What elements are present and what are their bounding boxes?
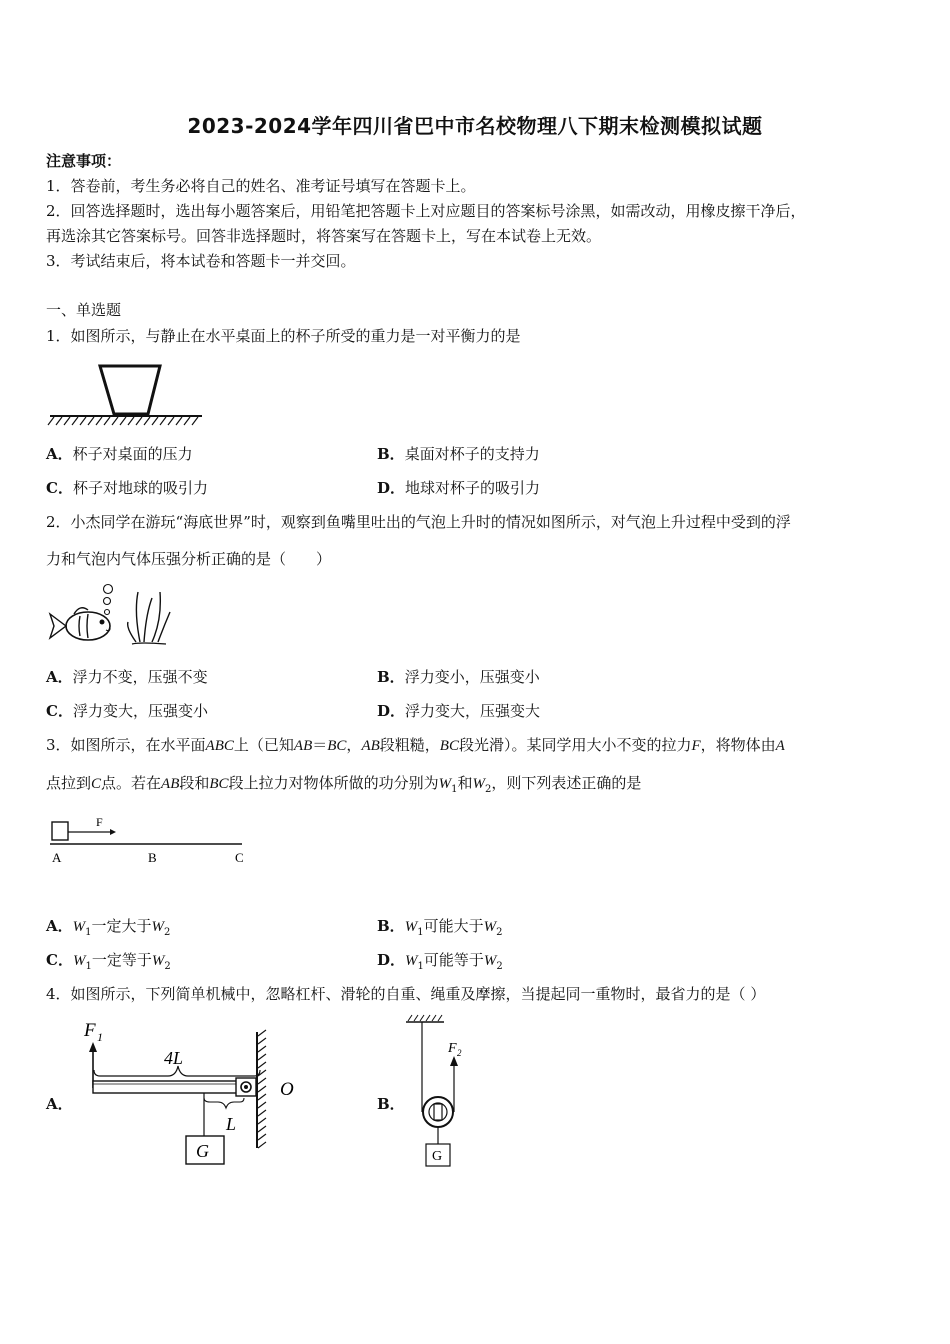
q3-stem: 点拉到C点。若在AB段和BC段上拉力对物体所做的功分别为$W_1$和$W_2$，则下列表述正确的是 — [46, 774, 642, 795]
q4-option-b[interactable]: B． — [377, 1095, 405, 1113]
q4-option-a[interactable]: A． — [46, 1095, 73, 1113]
notice-heading: 注意事项： — [46, 152, 122, 170]
point-a-label: A — [52, 850, 62, 865]
q2-option-d[interactable]: D．浮力变大，压强变大 — [377, 702, 541, 720]
notice-item: 再选涂其它答案标号。回答非选择题时，将答案写在答题卡上，写在本试卷上无效。 — [46, 227, 602, 245]
q1-option-b[interactable]: B．桌面对杯子的支持力 — [377, 445, 540, 463]
q1-option-c[interactable]: C．杯子对地球的吸引力 — [46, 479, 208, 497]
q3-option-d[interactable]: D．$W_1$可能等于$W_2$ — [377, 951, 503, 972]
q3-stem: 3．如图所示，在水平面ABC上（已知AB＝BC，AB段粗糙，BC段光滑）。某同学用大小不变的拉力F，将物体由A — [46, 736, 785, 754]
length-4l-label: 4L — [164, 1048, 184, 1068]
q3-option-b[interactable]: B．$W_1$可能大于$W_2$ — [377, 917, 503, 938]
f1-label: F — [84, 1020, 96, 1041]
q4-stem: 4．如图所示，下列简单机械中，忽略杠杆、滑轮的自重、绳重及摩擦，当提起同一重物时，最省力的是（ ） — [46, 985, 766, 1003]
pivot-o-label: O — [280, 1079, 294, 1100]
q2-option-a[interactable]: A．浮力不变，压强不变 — [46, 668, 208, 686]
notice-item: 2．回答选择题时，选出每小题答案后，用铅笔把答题卡上对应题目的答案标号涂黑，如需改动，用橡皮擦干净后， — [46, 202, 806, 220]
lever-figure — [76, 1018, 306, 1174]
notice-item: 3．考试结束后，将本试卷和答题卡一并交回。 — [46, 252, 356, 270]
q2-option-c[interactable]: C．浮力变大，压强变小 — [46, 702, 208, 720]
section-heading: 一、单选题 — [46, 301, 122, 319]
q2-stem: 力和气泡内气体压强分析正确的是（ ） — [46, 550, 332, 568]
q3-option-a[interactable]: A．$W_1$一定大于$W_2$ — [46, 917, 171, 938]
notice-item: 1．答卷前，考生务必将自己的姓名、准考证号填写在答题卡上。 — [46, 177, 476, 195]
force-label: F — [96, 815, 103, 829]
svg-text:1: 1 — [97, 1030, 103, 1044]
q2-stem: 2．小杰同学在游玩“海底世界”时，观察到鱼嘴里吐出的气泡上升时的情况如图所示，对气泡上升过程中受到的浮 — [46, 513, 791, 531]
q1-option-a[interactable]: A．杯子对桌面的压力 — [46, 445, 193, 463]
point-b-label: B — [148, 850, 157, 865]
q3-option-c[interactable]: C．$W_1$一定等于$W_2$ — [46, 951, 171, 972]
length-l-label: L — [226, 1114, 237, 1134]
weight-g-label: G — [196, 1141, 209, 1161]
q1-option-d[interactable]: D．地球对杯子的吸引力 — [377, 479, 541, 497]
cup-on-table-figure — [46, 362, 206, 432]
svg-text:2: 2 — [457, 1048, 462, 1058]
f2-label: F — [448, 1041, 457, 1056]
fish-bubbles-figure — [44, 582, 174, 652]
point-c-label: C — [235, 850, 244, 865]
page-title: 2023-2024学年四川省巴中市名校物理八下期末检测模拟试题 — [187, 114, 763, 138]
horizontal-plane-abc-figure — [46, 812, 256, 872]
pulley-figure — [400, 1012, 480, 1172]
q1-stem: 1．如图所示，与静止在水平桌面上的杯子所受的重力是一对平衡力的是 — [46, 327, 521, 345]
q2-option-b[interactable]: B．浮力变小，压强变小 — [377, 668, 540, 686]
weight-g-label: G — [432, 1149, 443, 1164]
